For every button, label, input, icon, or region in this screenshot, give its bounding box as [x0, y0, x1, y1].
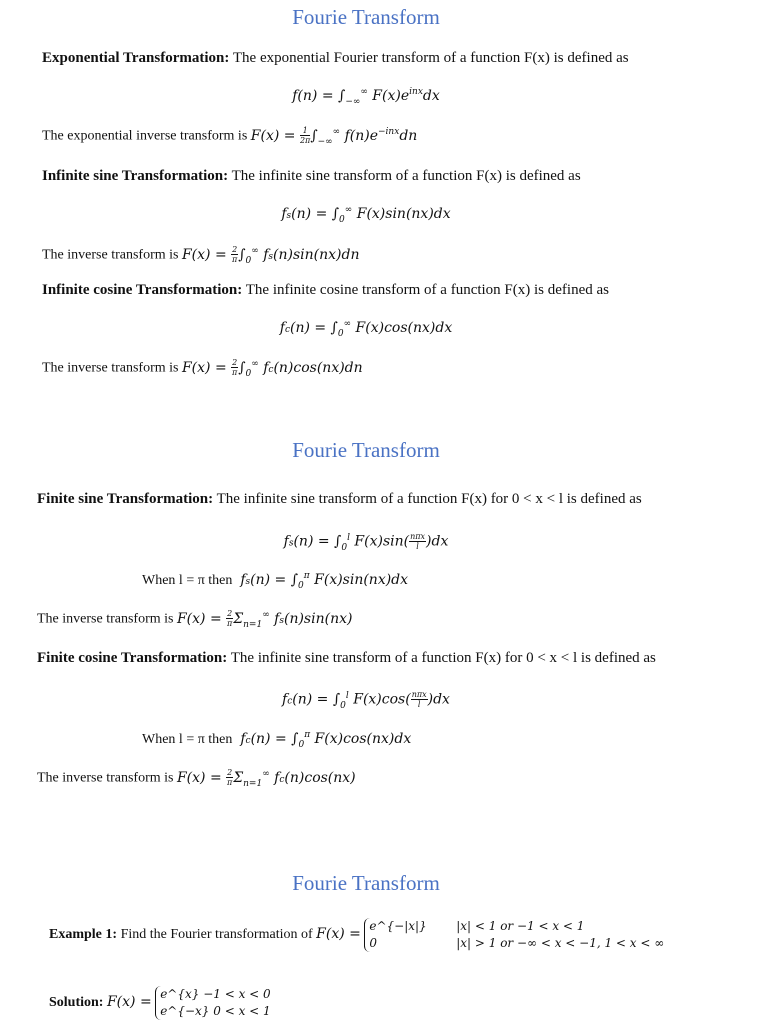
finite-sine-inverse: [37, 609, 352, 628]
infinite-sine-inverse-text: The inverse transform is: [42, 247, 179, 263]
example-case-2-condition: |x| > 1 or −∞ < x < −1, 1 < x < ∞: [456, 936, 665, 950]
finite-sine-formula: $fs(n) = \int_0^l$ F(x)sin( $\frac{\text{nπx}}{l}$ )dx: [283, 532, 449, 553]
example-text: Find the Fourier transformation of: [120, 927, 313, 943]
finite-cosine-inverse-formula: F(x) = $\frac{2}{\pi}$ $\Sigma_{n=1}^\infty$ fc(n)cos(nx): [176, 768, 356, 789]
solution-cases: [155, 986, 270, 1020]
infinite-cosine-label: Infinite cosine Transformation:: [42, 282, 243, 298]
solution-lhs: F(x) =: [106, 994, 152, 1011]
infinite-sine-inverse-formula: F(x) = $\frac{2}{\pi}$ $\int_0^\infty$ fs(n)sin(nx)dn: [181, 245, 360, 266]
example-lhs: F(x) =: [316, 926, 361, 943]
finite-cosine-inverse-text: The inverse transform is: [37, 770, 174, 786]
page-title: Fourie Transform: [292, 5, 440, 29]
finite-sine-inverse-text: The inverse transform is: [37, 611, 174, 627]
infinite-cosine-formula: $fc(n) = \int_0^\infty$ F(x)cos(nx)dx: [279, 319, 453, 339]
finite-cosine-when: [142, 731, 411, 748]
section3-title: Fourie Transform: [292, 871, 440, 895]
example-1: [49, 918, 664, 952]
exponential-definition: [42, 50, 629, 67]
finite-cosine-definition: [37, 650, 656, 667]
infinite-sine-definition: [42, 168, 581, 185]
example-case-2: 0: [369, 936, 377, 950]
finite-sine-inverse-formula: F(x) = $\frac{2}{\pi}$ $\Sigma_{n=1}^\infty$ fs(n)sin(nx): [176, 609, 353, 630]
example-conditions: [456, 918, 664, 952]
example-case-1-condition: |x| < 1 or −1 < x < 1: [456, 919, 585, 933]
finite-cosine-inverse: [37, 768, 356, 787]
example-case-1: e^{−|x|}: [369, 919, 427, 933]
exponential-label: Exponential Transformation:: [42, 50, 230, 66]
solution-case-2: e^{−x} 0 < x < 1: [160, 1004, 271, 1018]
infinite-sine-formula: $fs(n) = \int_0^\infty$ F(x)sin(nx)dx: [281, 205, 451, 225]
solution-case-1: e^{x} −1 < x < 0: [160, 987, 271, 1001]
infinite-sine-label: Infinite sine Transformation:: [42, 168, 229, 184]
exponential-text: The exponential Fourier transform of a function F(x) is defined as: [232, 50, 629, 66]
finite-sine-text: The infinite sine transform of a function F(x) for 0 < x < l is defined as: [216, 491, 642, 507]
finite-cosine-formula: $fc(n) = \int_0^l$ F(x)cos( $\frac{\text{nπx}}{l}$ )dx: [282, 690, 450, 711]
exponential-inverse: [42, 126, 417, 145]
infinite-cosine-definition: [42, 282, 609, 299]
example-cases: [364, 918, 426, 952]
solution-label: Solution:: [49, 995, 104, 1011]
example-label: Example 1:: [49, 927, 118, 943]
infinite-sine-inverse: [42, 245, 359, 264]
finite-sine-when: [142, 572, 408, 589]
infinite-cosine-inverse-formula: F(x) = $\frac{2}{\pi}$ $\int_0^\infty$ fc(n)cos(nx)dn: [181, 358, 363, 379]
finite-sine-when-text: When l = π then: [142, 573, 233, 588]
solution: [49, 986, 271, 1020]
section2-title: Fourie Transform: [292, 438, 440, 462]
infinite-cosine-inverse-text: The inverse transform is: [42, 360, 179, 376]
infinite-sine-text: The infinite sine transform of a function F(x) is defined as: [231, 168, 581, 184]
finite-sine-label: Finite sine Transformation:: [37, 491, 214, 507]
finite-sine-when-formula: $fs(n) = \int_0^\pi$ F(x)sin(nx)dx: [235, 571, 409, 591]
infinite-cosine-inverse: [42, 358, 363, 377]
infinite-cosine-text: The infinite cosine transform of a function F(x) is defined as: [245, 282, 609, 298]
exponential-inverse-text: The exponential inverse transform is: [42, 128, 248, 144]
finite-cosine-text: The infinite sine transform of a function F(x) for 0 < x < l is defined as: [230, 650, 656, 666]
finite-sine-definition: [37, 491, 642, 508]
finite-cosine-label: Finite cosine Transformation:: [37, 650, 228, 666]
exponential-formula: $f(n) = \int_{-\infty}^\infty$ $F(x)e^{inx}dx$: [292, 87, 440, 107]
finite-cosine-when-formula: $fc(n) = \int_0^\pi$ F(x)cos(nx)dx: [235, 730, 412, 750]
exponential-inverse-formula: F(x) = $\frac{1}{2\pi}$ $\int_{-\infty}^\infty$ $f(n)e^{-inx}dn$: [250, 126, 418, 147]
finite-cosine-when-text: When l = π then: [142, 732, 233, 747]
